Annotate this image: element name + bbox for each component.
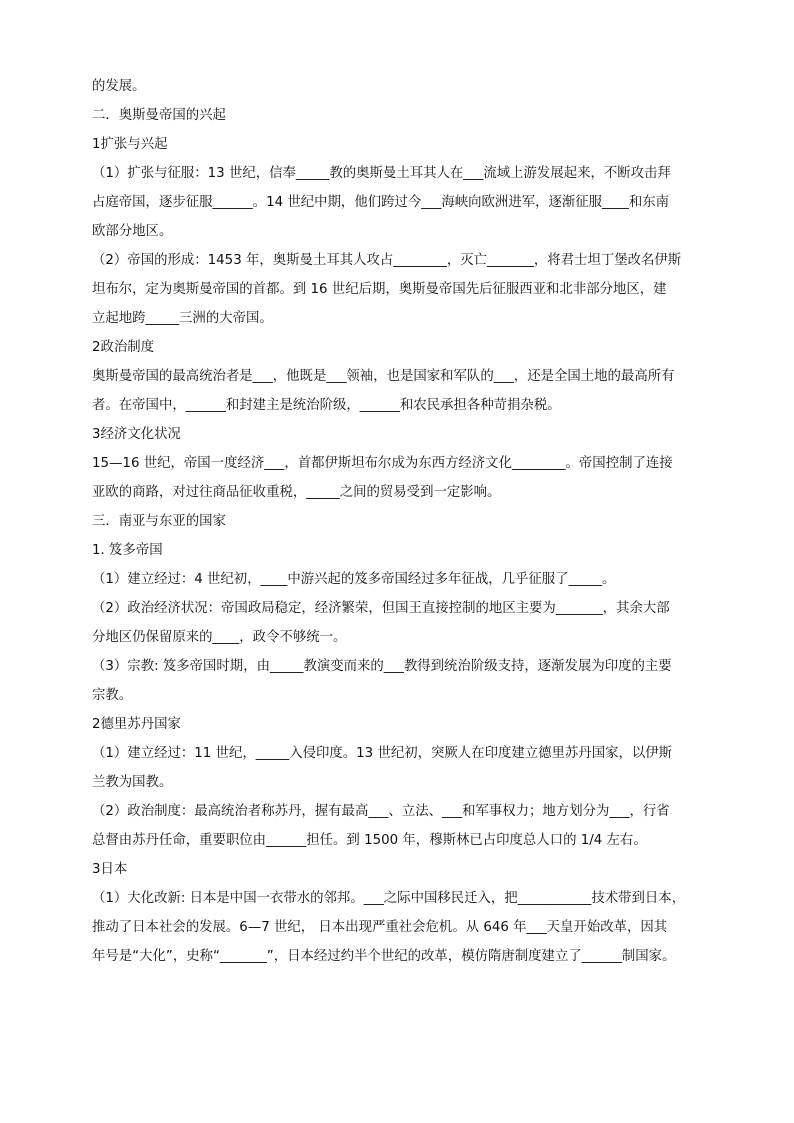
text-line: 欧部分地区。: [92, 224, 173, 239]
text-line: （1）大化改新: 日本是中国一衣带水的邻邦。___之际中国移民迁入，把___________技术带到日本，: [92, 891, 686, 906]
section-heading: 三．南亚与东亚的国家: [92, 514, 226, 529]
text-line: 兰教为国教。: [92, 775, 173, 790]
text-line: 立起地跨_____三洲的大帝国。: [92, 311, 273, 326]
text-line: 15—16 世纪，帝国一度经济___，首都伊斯坦布尔成为东西方经济文化________。帝国控制了连接: [92, 456, 673, 471]
text-line: 推动了日本社会的发展。6—7 世纪， 日本出现严重社会危机。从 646 年___天皇开始改革，因其: [92, 920, 668, 935]
subsection-heading: 1扩张与兴起: [92, 137, 168, 152]
text-line: 的发展。: [92, 79, 146, 94]
text-line: （2）帝国的形成：1453 年，奥斯曼土耳其人攻占________，灭亡_______，将君士坦丁堡改名伊斯: [92, 253, 682, 268]
text-line: （3）宗教: 笈多帝国时期，由_____教演变而来的___教得到统治阶级支持，逐渐发展为印度的主要: [92, 659, 672, 674]
text-line: 分地区仍保留原来的____，政令不够统一。: [92, 630, 347, 645]
text-line: 奥斯曼帝国的最高统治者是___，他既是___领袖，也是国家和军队的___，还是全国土地的最高所有: [92, 369, 675, 384]
text-line: （2）政治制度：最高统治者称苏丹，握有最高___、立法、___和军事权力；地方划分为___，行省: [92, 804, 670, 819]
section-heading: 二．奥斯曼帝国的兴起: [92, 108, 226, 123]
subsection-heading: 2政治制度: [92, 340, 155, 355]
text-line: 占庭帝国，逐步征服______。14 世纪中期，他们跨过今___海峡向欧洲进军，逐渐征服____和东南: [92, 195, 670, 210]
subsection-heading: 1. 笈多帝国: [92, 543, 163, 558]
text-line: 总督由苏丹任命，重要职位由______担任。到 1500 年，穆斯林已占印度总人口的 1/4 左右。: [92, 833, 647, 848]
subsection-heading: 3经济文化状况: [92, 427, 181, 442]
text-line: 宗教。: [92, 688, 133, 703]
subsection-heading: 3日本: [92, 862, 128, 877]
text-line: 亚欧的商路，对过往商品征收重税，_____之间的贸易受到一定影响。: [92, 485, 501, 500]
text-line: （2）政治经济状况：帝国政局稳定，经济繁荣，但国王直接控制的地区主要为_______，其余大部: [92, 601, 670, 616]
text-line: 者。在帝国中，______和封建主是统治阶级，______和农民承担各种苛捐杂税。: [92, 398, 561, 413]
text-line: （1）建立经过：11 世纪，_____入侵印度。13 世纪初，突厥人在印度建立德里苏丹国家，以伊斯: [92, 746, 673, 761]
text-line: （1）扩张与征服：13 世纪，信奉_____教的奥斯曼土耳其人在___流域上游发展起来，不断攻击拜: [92, 166, 671, 181]
subsection-heading: 2德里苏丹国家: [92, 717, 181, 732]
text-line: 坦布尔，定为奥斯曼帝国的首都。到 16 世纪后期，奥斯曼帝国先后征服西亚和北非部分地区，建: [92, 282, 667, 297]
text-line: 年号是“大化”，史称“_______”，日本经过约半个世纪的改革，模仿隋唐制度建立了______制国家。: [92, 949, 676, 964]
text-line: （1）建立经过：4 世纪初，____中游兴起的笈多帝国经过多年征战，几乎征服了_____。: [92, 572, 616, 587]
